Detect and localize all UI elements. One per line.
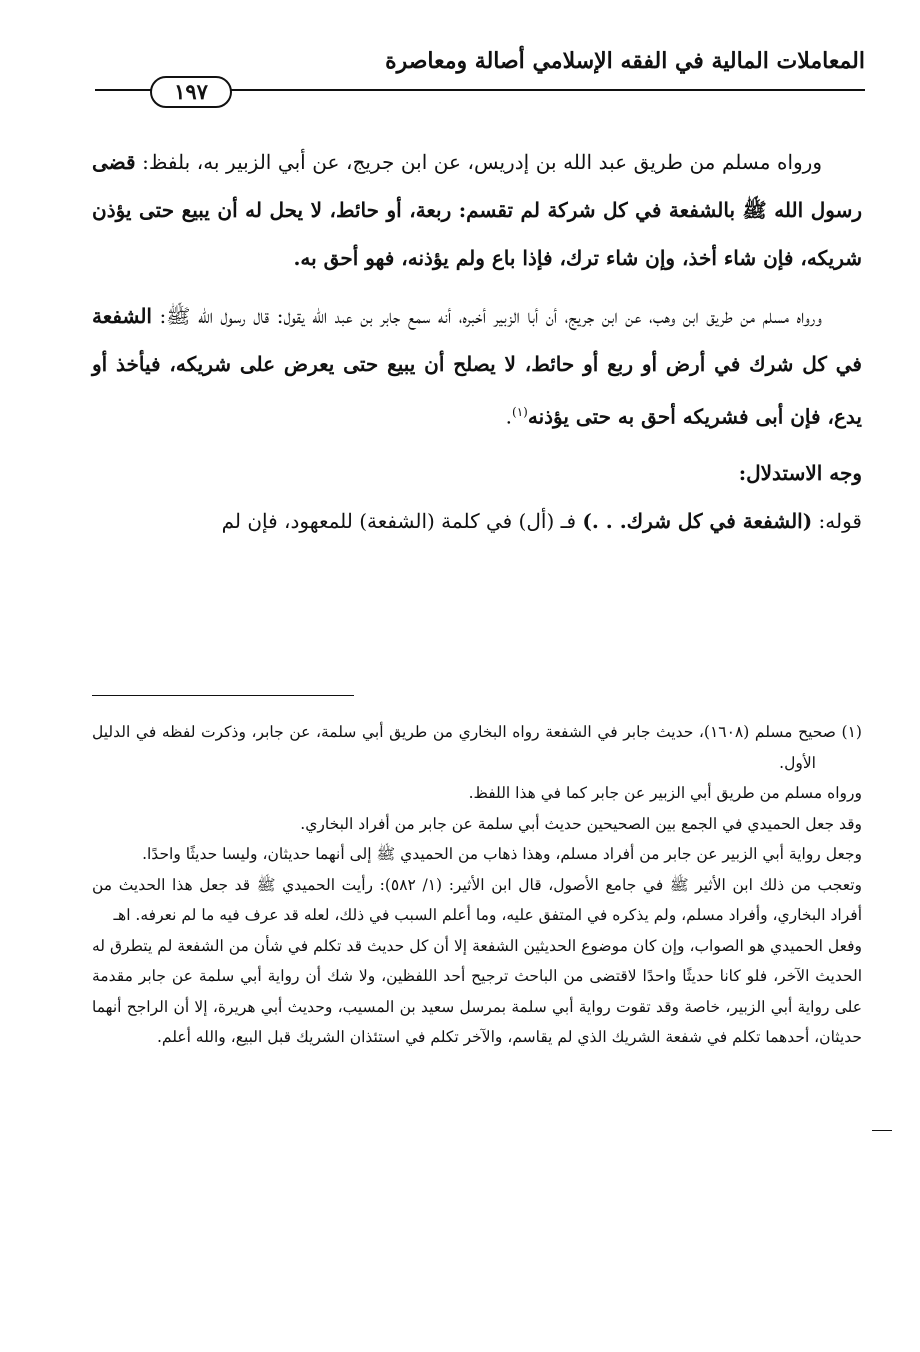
running-title: المعاملات المالية في الفقه الإسلامي أصالة ومعاصرة: [385, 48, 865, 74]
footnote-para: وفعل الحميدي هو الصواب، وإن كان موضوع الحديثين الشفعة إلا أن كل حديث قد تكلم في شأن من الشفعة لم يتطرق له الحديث الآخر، فلو كانا حديثًا واحدًا لاقتضى من الباحث ترجيح أحد اللفظين، ولا شك أن رواية أبي سلمة عن جابر مقدمة على رواية أبي الزبير، خاصة وقد تقوت رواية أبي سلمة بمرسل سعيد بن المسيب، وحديث أبي هريرة، إلا أن الراجح أنهما حديثان، أحدهما تكلم في شفعة الشريك الذي لم يقاسم، والآخر تكلم في استئذان الشريك قبل البيع، والله أعلم.: [92, 936, 862, 1046]
paragraph-3-start: قوله:: [812, 508, 862, 533]
paragraph-2: [92, 292, 862, 441]
footnote-1: (١) صحيح مسلم (١٦٠٨)، حديث جابر في الشفعة رواه البخاري من طريق أبي سلمة، عن جابر، وذكرت لفظه في الدليل الأول.: [92, 723, 862, 772]
paragraph-3-rest: فـ (أل) في كلمة (الشفعة) للمعهود، فإن لم: [221, 508, 583, 533]
footnote-separator: [92, 695, 354, 696]
paragraph-2-hadith: الشفعة في كل شرك في أرض أو ربع أو حائط، لا يصلح أن يبيع حتى يعرض على شريكه، فيأخذ أو يدع، فإن أبى فشريكه أحق به حتى يؤذنه: [92, 304, 862, 429]
paragraph-2-intro: ورواه مسلم من طريق ابن وهب، عن ابن جريج، أن أبا الزبير أخبره، أنه سمع جابر بن عبد الله يقول: قال رسول الله ﷺ:: [151, 304, 822, 328]
paragraph-1-intro: ورواه مسلم من طريق عبد الله بن إدريس، عن ابن جريج، عن أبي الزبير به، بلفظ:: [135, 150, 822, 174]
paragraph-1: [92, 138, 862, 282]
main-text: [92, 138, 862, 545]
paragraph-2-end: .: [505, 404, 513, 429]
footnote-para: وتعجب من ذلك ابن الأثير ﷺ في جامع الأصول، قال ابن الأثير: (١/ ٥٨٢): رأيت الحميدي ﷺ قد جعل هذا الحديث من أفراد البخاري، وأفراد مسلم، ولم يذكره في المتفق عليه، وما أعلم السبب في ذلك، لعله قد عرف فيه ما لم نعرفه. اهـ: [92, 875, 862, 924]
footnote-para: وقد جعل الحميدي في الجمع بين الصحيحين حديث أبي سلمة عن جابر من أفراد البخاري.: [300, 814, 862, 833]
footnote-para: ورواه مسلم من طريق أبي الزبير عن جابر كما في هذا اللفظ.: [468, 784, 862, 802]
paragraph-1-hadith: قضى رسول الله ﷺ بالشفعة في كل شركة لم تقسم: ربعة، أو حائط، لا يحل له أن يبيع حتى يؤذن شريكه، فإن شاء أخذ، وإن شاء ترك، فإذا باع ولم يؤذنه، فهو أحق به.: [92, 150, 862, 270]
page-number-badge: ١٩٧: [150, 76, 232, 108]
margin-mark: [872, 1130, 892, 1131]
footnote-para: وجعل رواية أبي الزبير عن جابر من أفراد مسلم، وهذا ذهاب من الحميدي ﷺ إلى أنهما حديثان، وليسا حديثًا واحدًا.: [142, 845, 862, 863]
paragraph-3: [92, 497, 862, 545]
paragraph-3-quote: (الشفعة في كل شرك. . .): [582, 508, 813, 533]
footnotes: [92, 717, 862, 1053]
footnote-reference[interactable]: (١): [512, 405, 528, 419]
section-heading: وجه الاستدلال:: [738, 460, 862, 485]
